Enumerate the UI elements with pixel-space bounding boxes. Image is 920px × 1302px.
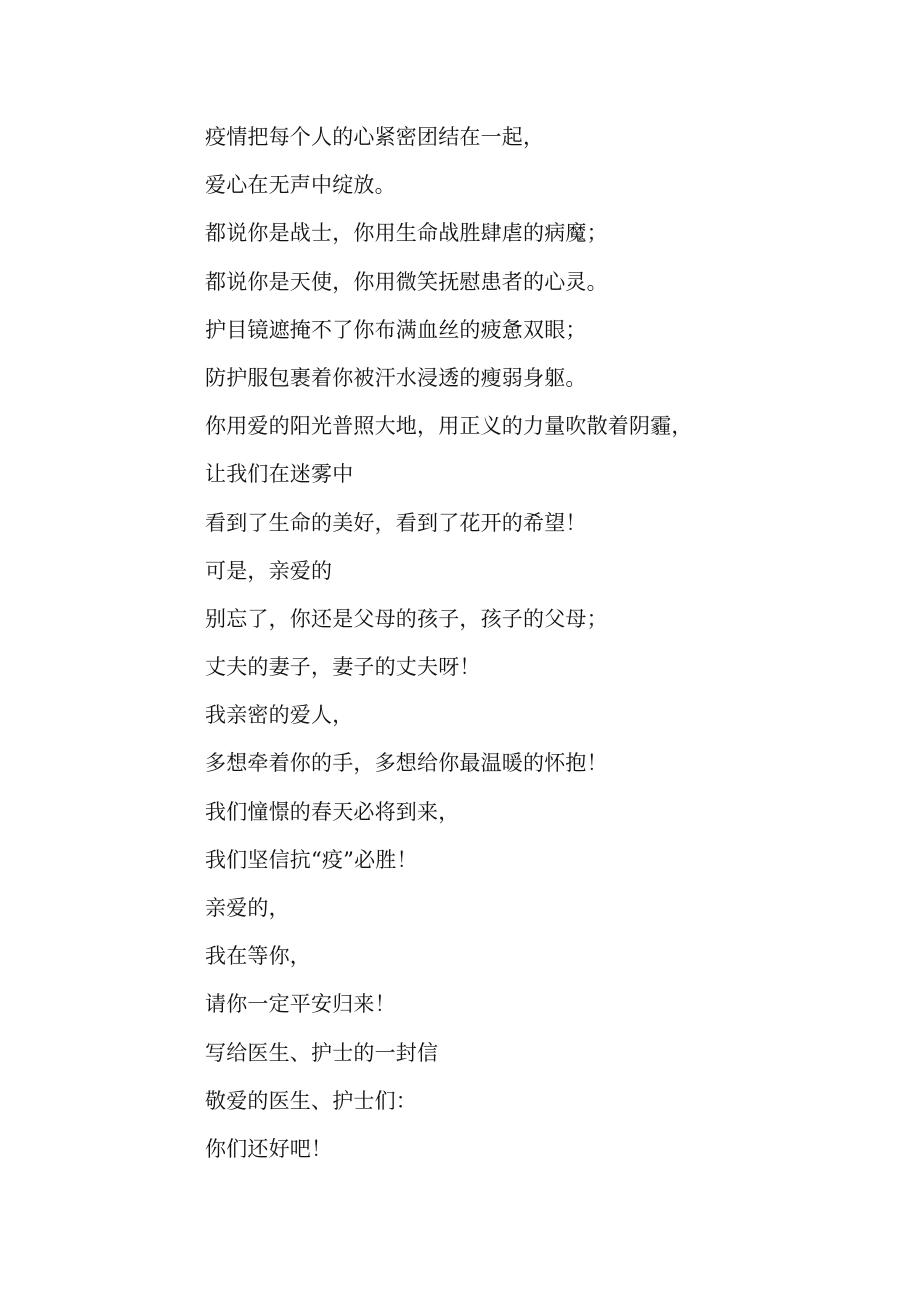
letter-title: 写给医生、护士的一封信 bbox=[205, 1040, 439, 1065]
text-line: 都说你是战士，你用生命战胜肆虐的病魔； bbox=[205, 221, 608, 246]
text-line: 看到了生命的美好，看到了花开的希望！ bbox=[205, 510, 587, 535]
text-line: 别忘了，你还是父母的孩子，孩子的父母； bbox=[205, 606, 608, 631]
text-line: 我在等你， bbox=[205, 944, 311, 969]
text-line: 防护服包裹着你被汗水浸透的瘦弱身躯。 bbox=[205, 365, 587, 390]
text-line: 爱心在无声中绽放。 bbox=[205, 173, 396, 198]
text-line: 我亲密的爱人， bbox=[205, 703, 354, 728]
text-line: 亲爱的， bbox=[205, 896, 290, 920]
text-line: 我们憧憬的春天必将到来， bbox=[205, 799, 460, 824]
text-line: 让我们在迷雾中 bbox=[205, 462, 354, 487]
text-line: 请你一定平安归来！ bbox=[205, 992, 396, 1017]
text-line: 护目镜遮掩不了你布满血丝的疲惫双眼； bbox=[205, 317, 587, 342]
text-line: 丈夫的妻子，妻子的丈夫呀！ bbox=[205, 655, 481, 680]
text-line: 我们坚信抗“疫”必胜！ bbox=[205, 847, 418, 872]
text-line: 你们还好吧！ bbox=[205, 1136, 333, 1161]
text-line: 可是，亲爱的 bbox=[205, 558, 333, 583]
text-line: 都说你是天使，你用微笑抚慰患者的心灵。 bbox=[205, 269, 608, 294]
poem-text-block bbox=[205, 118, 885, 1178]
text-line: 你用爱的阳光普照大地，用正义的力量吹散着阴霾， bbox=[205, 414, 693, 439]
letter-salutation: 敬爱的医生、护士们： bbox=[205, 1088, 417, 1113]
text-line: 多想牵着你的手，多想给你最温暖的怀抱！ bbox=[205, 751, 608, 776]
text-line: 疫情把每个人的心紧密团结在一起， bbox=[205, 125, 545, 149]
